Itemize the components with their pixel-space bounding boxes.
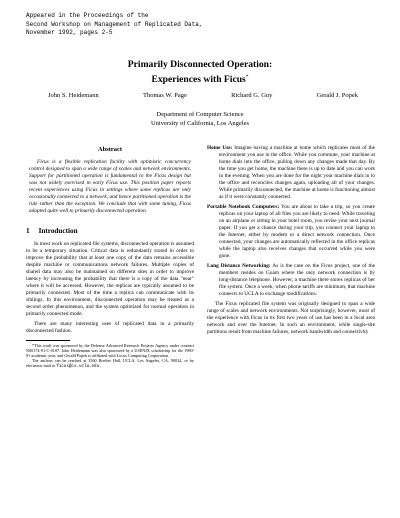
body-paragraph: The Ficus replicated file system was originally designed to span a wide range of scales and network environments. Not surprisingly, however, most of the experience with Ficus in its first two years of use has been in a local area network and over the Internet. In such an environment, while single-site partitions result from machine failures, network bandwidth and connectivity	[207, 301, 375, 335]
left-column	[26, 146, 194, 370]
right-column	[207, 145, 375, 336]
paper-title	[0, 58, 400, 87]
publication-note-line: November 1992, pages 2-5	[26, 29, 113, 37]
publication-note-line: Second Workshop on Management of Replicated Data,	[26, 20, 203, 28]
author: Gerald J. Popek	[316, 92, 358, 99]
footnote-rule	[26, 340, 70, 341]
author-list	[48, 92, 358, 99]
intro-paragraph: There are many interesting uses of replicated data in a primarily disconnected fashion.	[26, 321, 194, 334]
publication-note-line: Appeared in the Proceedings of the	[26, 12, 149, 19]
author: Richard G. Guy	[231, 92, 273, 99]
abstract-text: Ficus is a flexible replication facility with optimistic concurrency control designed to span a wide range of scales and network environments. Support for partitioned operation is fundamental to the Ficus design but was not widely exercised in early Ficus use. This position paper reports recent experiences using Ficus in settings where some replicas are only occasionally connected to a network, and hence partitioned operation is the rule rather than the exception. We conclude that with some tuning, Ficus adapted quite well to primarily disconnected operation.	[29, 159, 191, 214]
publication-note	[26, 12, 286, 38]
footnotes	[26, 343, 194, 370]
footnote-marker: *	[245, 73, 249, 80]
use-case-item	[207, 145, 375, 201]
footnote: *This work was sponsored by the Defense Advanced Research Projects Agency under contract N00174-91-C-0107. John Heidemann was also sponsored by a USENIX scholarship for the 1990-91 academic year, and Gerald Popek is affiliated with Locus Computing Corporation.	[26, 343, 194, 359]
title-line-2: Experiences with Ficus*	[151, 73, 249, 85]
intro-paragraph: In most work on replicated file systems, disconnected operation is assumed to be a temporary situation. Critical data is redundantly stored in order to improve the probability that at least one copy of the data remains accessible despite machine or communications network failures. Multiple copies of shared data may also be maintained on different sites in order to improve latency by increasing the probability that there is a copy of the data "near" where it will be accessed. However, the replicas are typically assumed to be primarily connected. Most of the time a replica can communicate with its siblings. In this environment, disconnected operation may be treated as a second order phenomenon, and the system optimized for normal operation in primarily connected mode.	[26, 241, 194, 317]
email-address: ficus@cs.ucla.edu.	[56, 365, 102, 370]
section-number: 1	[26, 227, 30, 235]
university: University of California, Los Angeles	[150, 120, 250, 127]
footnote: The authors can be reached at 3560 Boelter Hall, UCLA, Los Angeles, CA, 90024, or by electronic mail to ficus@cs.ucla.edu.	[26, 358, 194, 370]
department: Department of Computer Science	[156, 111, 244, 118]
use-case-text: You are about to take a trip, so you create replicas on your laptop of all files you are likely to need. While traveling on an airplane or sitting in your hotel room, you revise your next journal paper. If you get a chance during your trip, you connect your laptop to the Internet, either by modem or a direct network connection. Once connected, your changes are automatically reflected in the office replicas while the laptop also receives changes that occurred while you were gone.	[219, 204, 375, 259]
author: Thomas W. Page	[142, 92, 187, 99]
use-case-label: Home Use:	[207, 145, 233, 151]
use-case-item	[207, 204, 375, 260]
author: John S. Heidemann	[48, 92, 99, 99]
section-heading	[26, 228, 194, 235]
use-case-text: As is the case on the Ficus project, one of the members resides on Guam where the only network connection is by long-distance telephone. However, a machine there stores replicas of her file system. Once a week, when phone tariffs are minimum, that machine connects to UCLA to exchange modifications.	[219, 263, 375, 297]
use-case-text: Imagine having a machine at home which replicates most of the environment you use in the office. While you commute, your machine at home dials into the office, pulling down any changes made that day. By the time you get home, the machine there is up to date and you can work in the evening. When you are done for the night your machine dials in to the office and reconciles changes again, uploading all of your changes. While primarily disconnected, the machine at home is functioning almost as if it were constantly connected.	[219, 145, 376, 200]
affiliation	[0, 110, 400, 128]
use-case-item	[207, 263, 375, 298]
use-case-label: Long Distance Networking:	[207, 263, 271, 269]
section-title: Introduction	[38, 227, 78, 235]
use-case-label: Portable Notebook Computers:	[207, 204, 280, 210]
abstract-heading: Abstract	[97, 146, 123, 153]
title-line-1: Primarily Disconnected Operation:	[127, 59, 273, 70]
